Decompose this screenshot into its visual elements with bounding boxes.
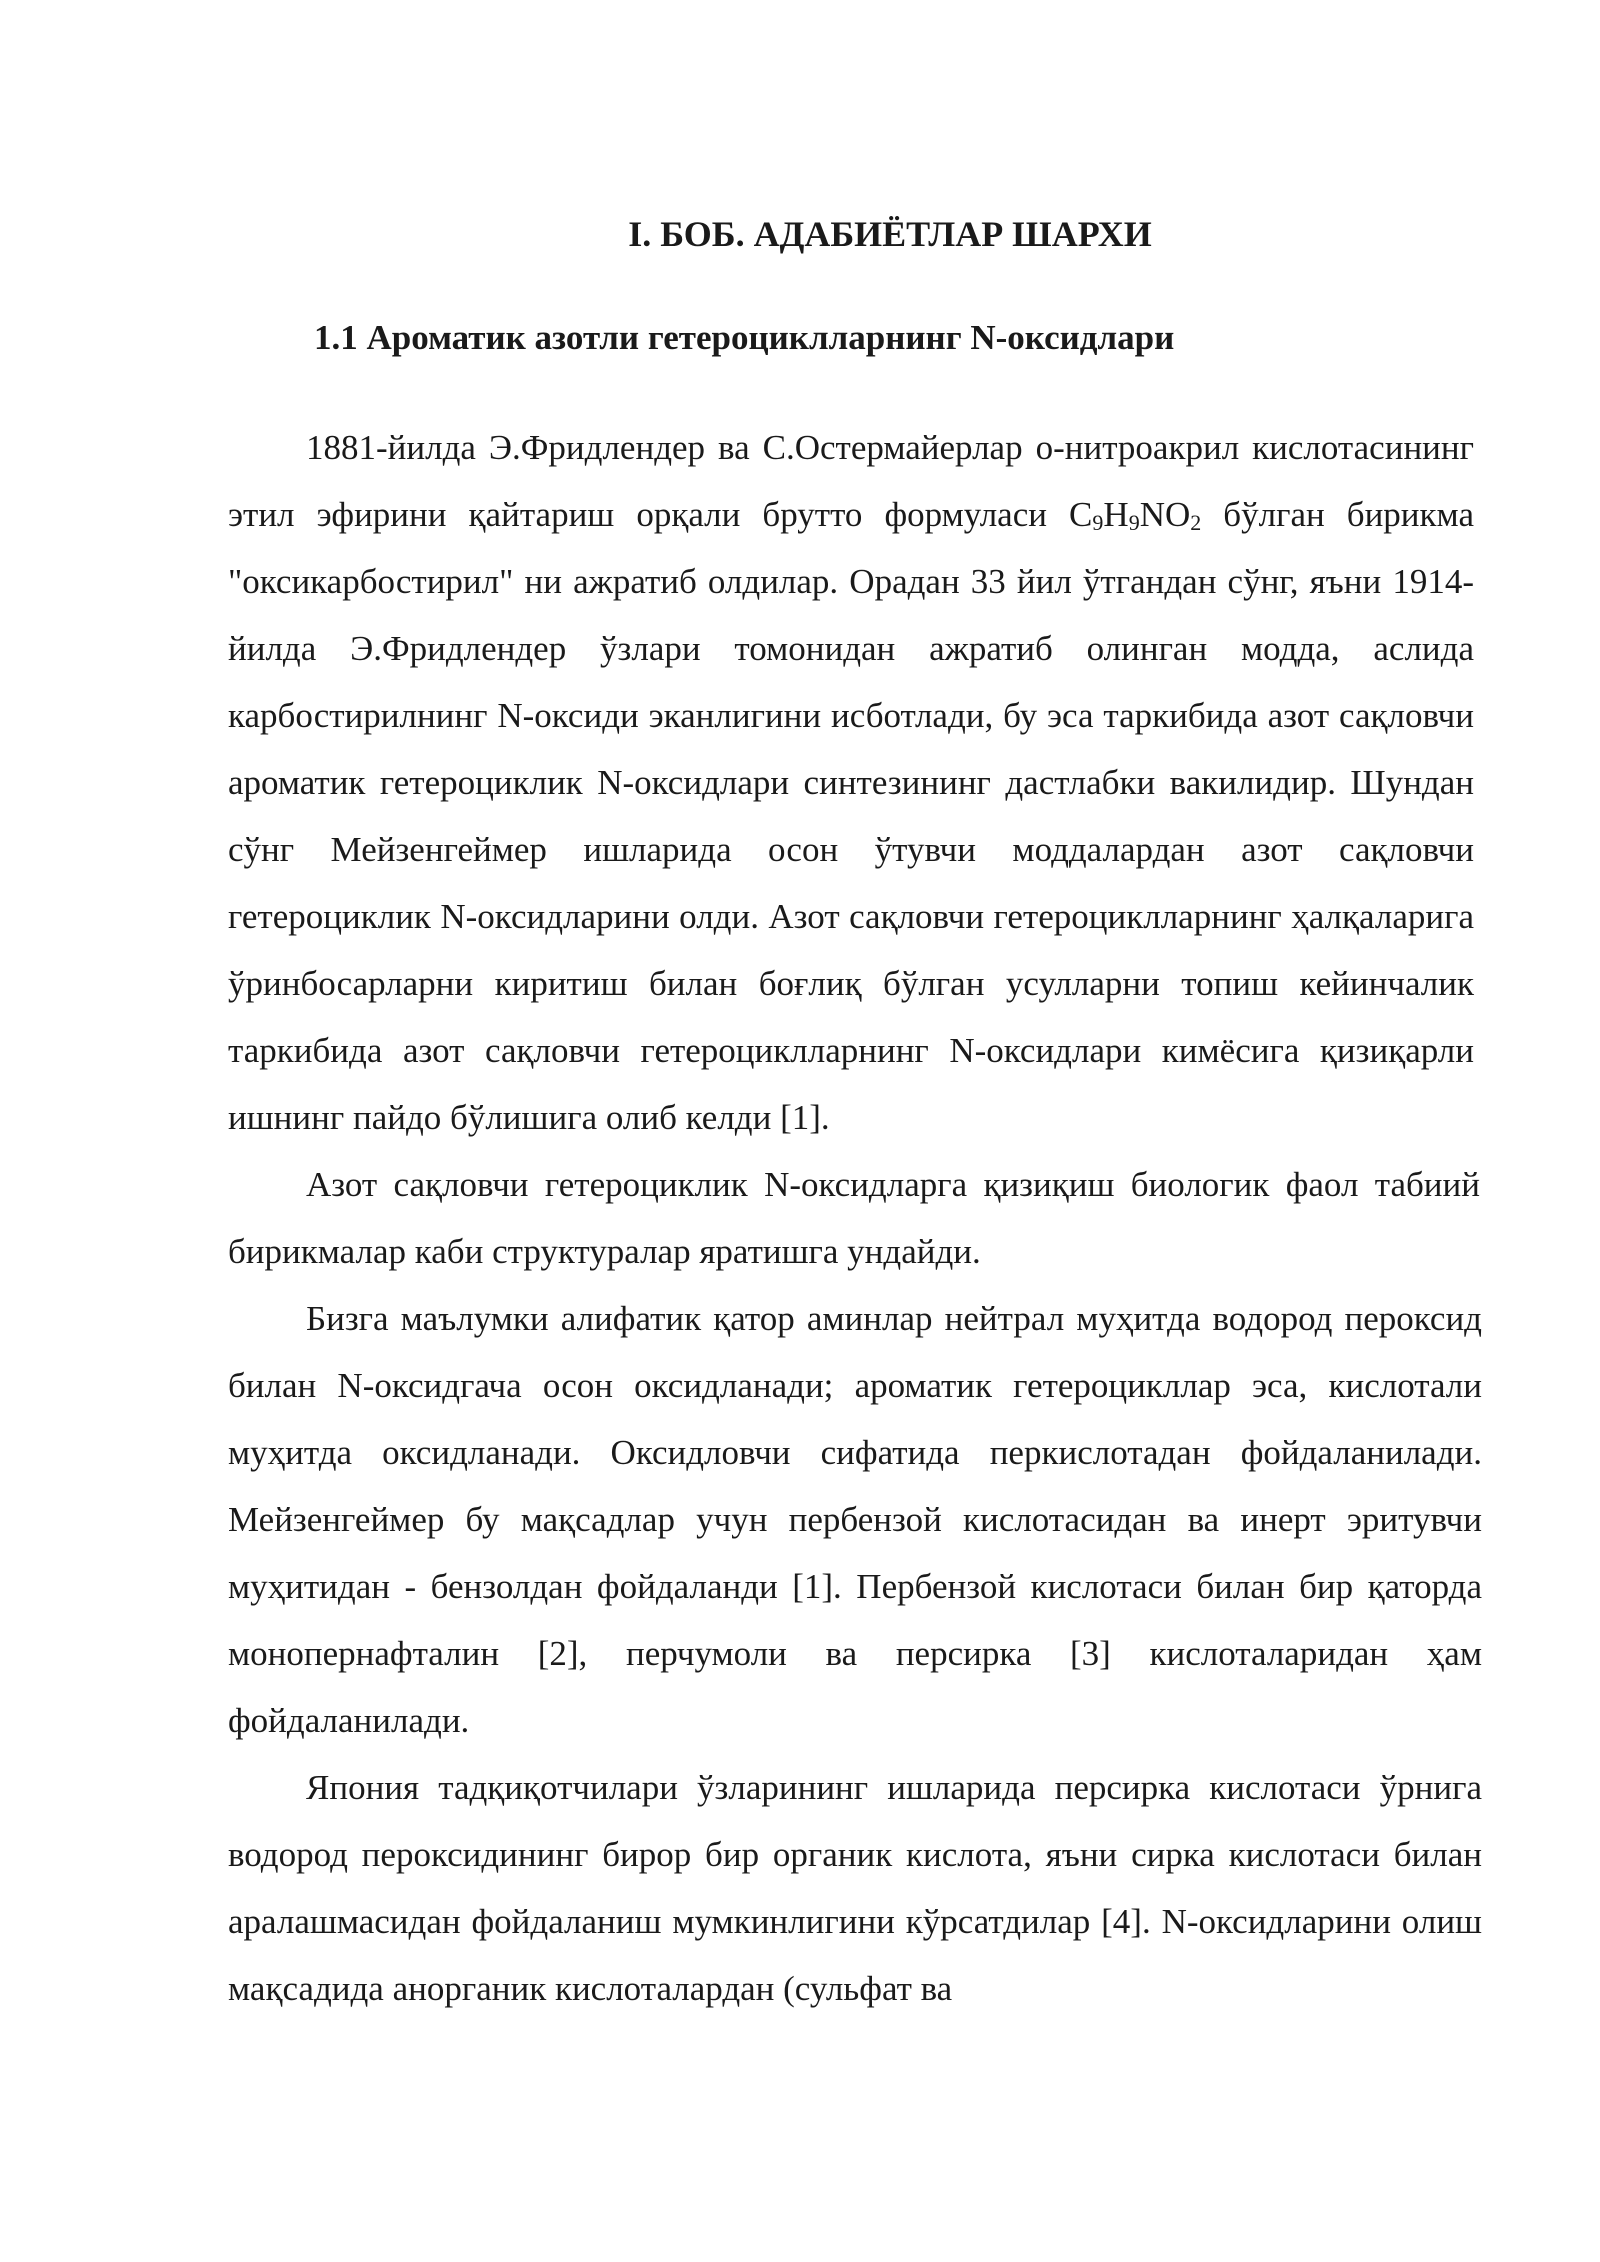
paragraph-2: Азот сақловчи гетероциклик N-оксидларга қизиқиш биологик фаол табиий бирикмалар каби структуралар яратишга ундайди. xyxy=(228,1165,1480,1271)
formula-subscript-no: 2 xyxy=(1190,510,1202,535)
formula-element-c: C xyxy=(1069,495,1093,534)
paragraph-1-text-before-formula: 1881-йилда Э.Фридлендер ва С.Остермайерлар о-нитроакрил кислотасининг этил эфирини қайтариш орқали брутто формуласи xyxy=(228,428,1474,534)
chapter-title: I. БОБ. АДАБИЁТЛАР ШАРХИ xyxy=(628,214,1152,254)
chemical-formula xyxy=(1069,495,1201,534)
paragraph-1 xyxy=(228,414,1474,1151)
formula-subscript-h: 9 xyxy=(1128,510,1140,535)
body-text xyxy=(228,414,1482,2022)
paragraph-4: Япония тадқиқотчилари ўзларининг ишларида персирка кислотаси ўрнига водород пероксидининг бирор бир органик кислота, яъни сирка кислотаси билан аралашмасидан фойдаланиш мумкинлигини кўрсатдилар [4]. N-оксидларини олиш мақсадида анорганик кислоталардан (сульфат ва xyxy=(228,1768,1482,2008)
paragraph-1-text-after-formula: бўлган бирикма "оксикарбостирил" ни ажратиб олдилар. Орадан 33 йил ўтгандан сўнг, яъни 1914-йилда Э.Фридлендер ўзлари томонидан ажратиб олинган модда, аслида карбостирилнинг N-оксиди эканлигини исботлади, бу эса таркибида азот сақловчи ароматик гетероциклик N-оксидлари синтезининг дастлабки вакилидир. Шундан сўнг Мейзенгеймер ишларида осон ўтувчи моддалардан азот сақловчи гетероциклик N-оксидларини олди. Азот сақловчи гетероциклларнинг ҳалқаларига ўринбосарларни киритиш билан боғлиқ бўлган усулларни топиш кейинчалик таркибида азот сақловчи гетероциклларнинг N-оксидлари кимёсига қизиқарли ишнинг пайдо бўлишига олиб келди [1]. xyxy=(228,495,1474,1137)
formula-element-no: NO xyxy=(1139,495,1191,534)
paragraph-3: Бизга маълумки алифатик қатор аминлар нейтрал муҳитда водород пероксид билан N-оксидгача осон оксидланади; ароматик гетероцикллар эса, кислотали муҳитда оксидланади. Оксидловчи сифатида перкислотадан фойдаланилади. Мейзенгеймер бу мақсадлар учун пербензой кислотасидан ва инерт эритувчи муҳитидан - бензолдан фойдаланди [1]. Пербензой кислотаси билан бир қаторда монопернафталин [2], перчумоли ва персирка [3] кислоталаридан ҳам фойдаланилади. xyxy=(228,1299,1482,1740)
section-title: 1.1 Ароматик азотли гетероциклларнинг N-оксидлари xyxy=(314,318,1175,357)
formula-subscript-c: 9 xyxy=(1092,510,1104,535)
formula-element-h: H xyxy=(1103,495,1129,534)
